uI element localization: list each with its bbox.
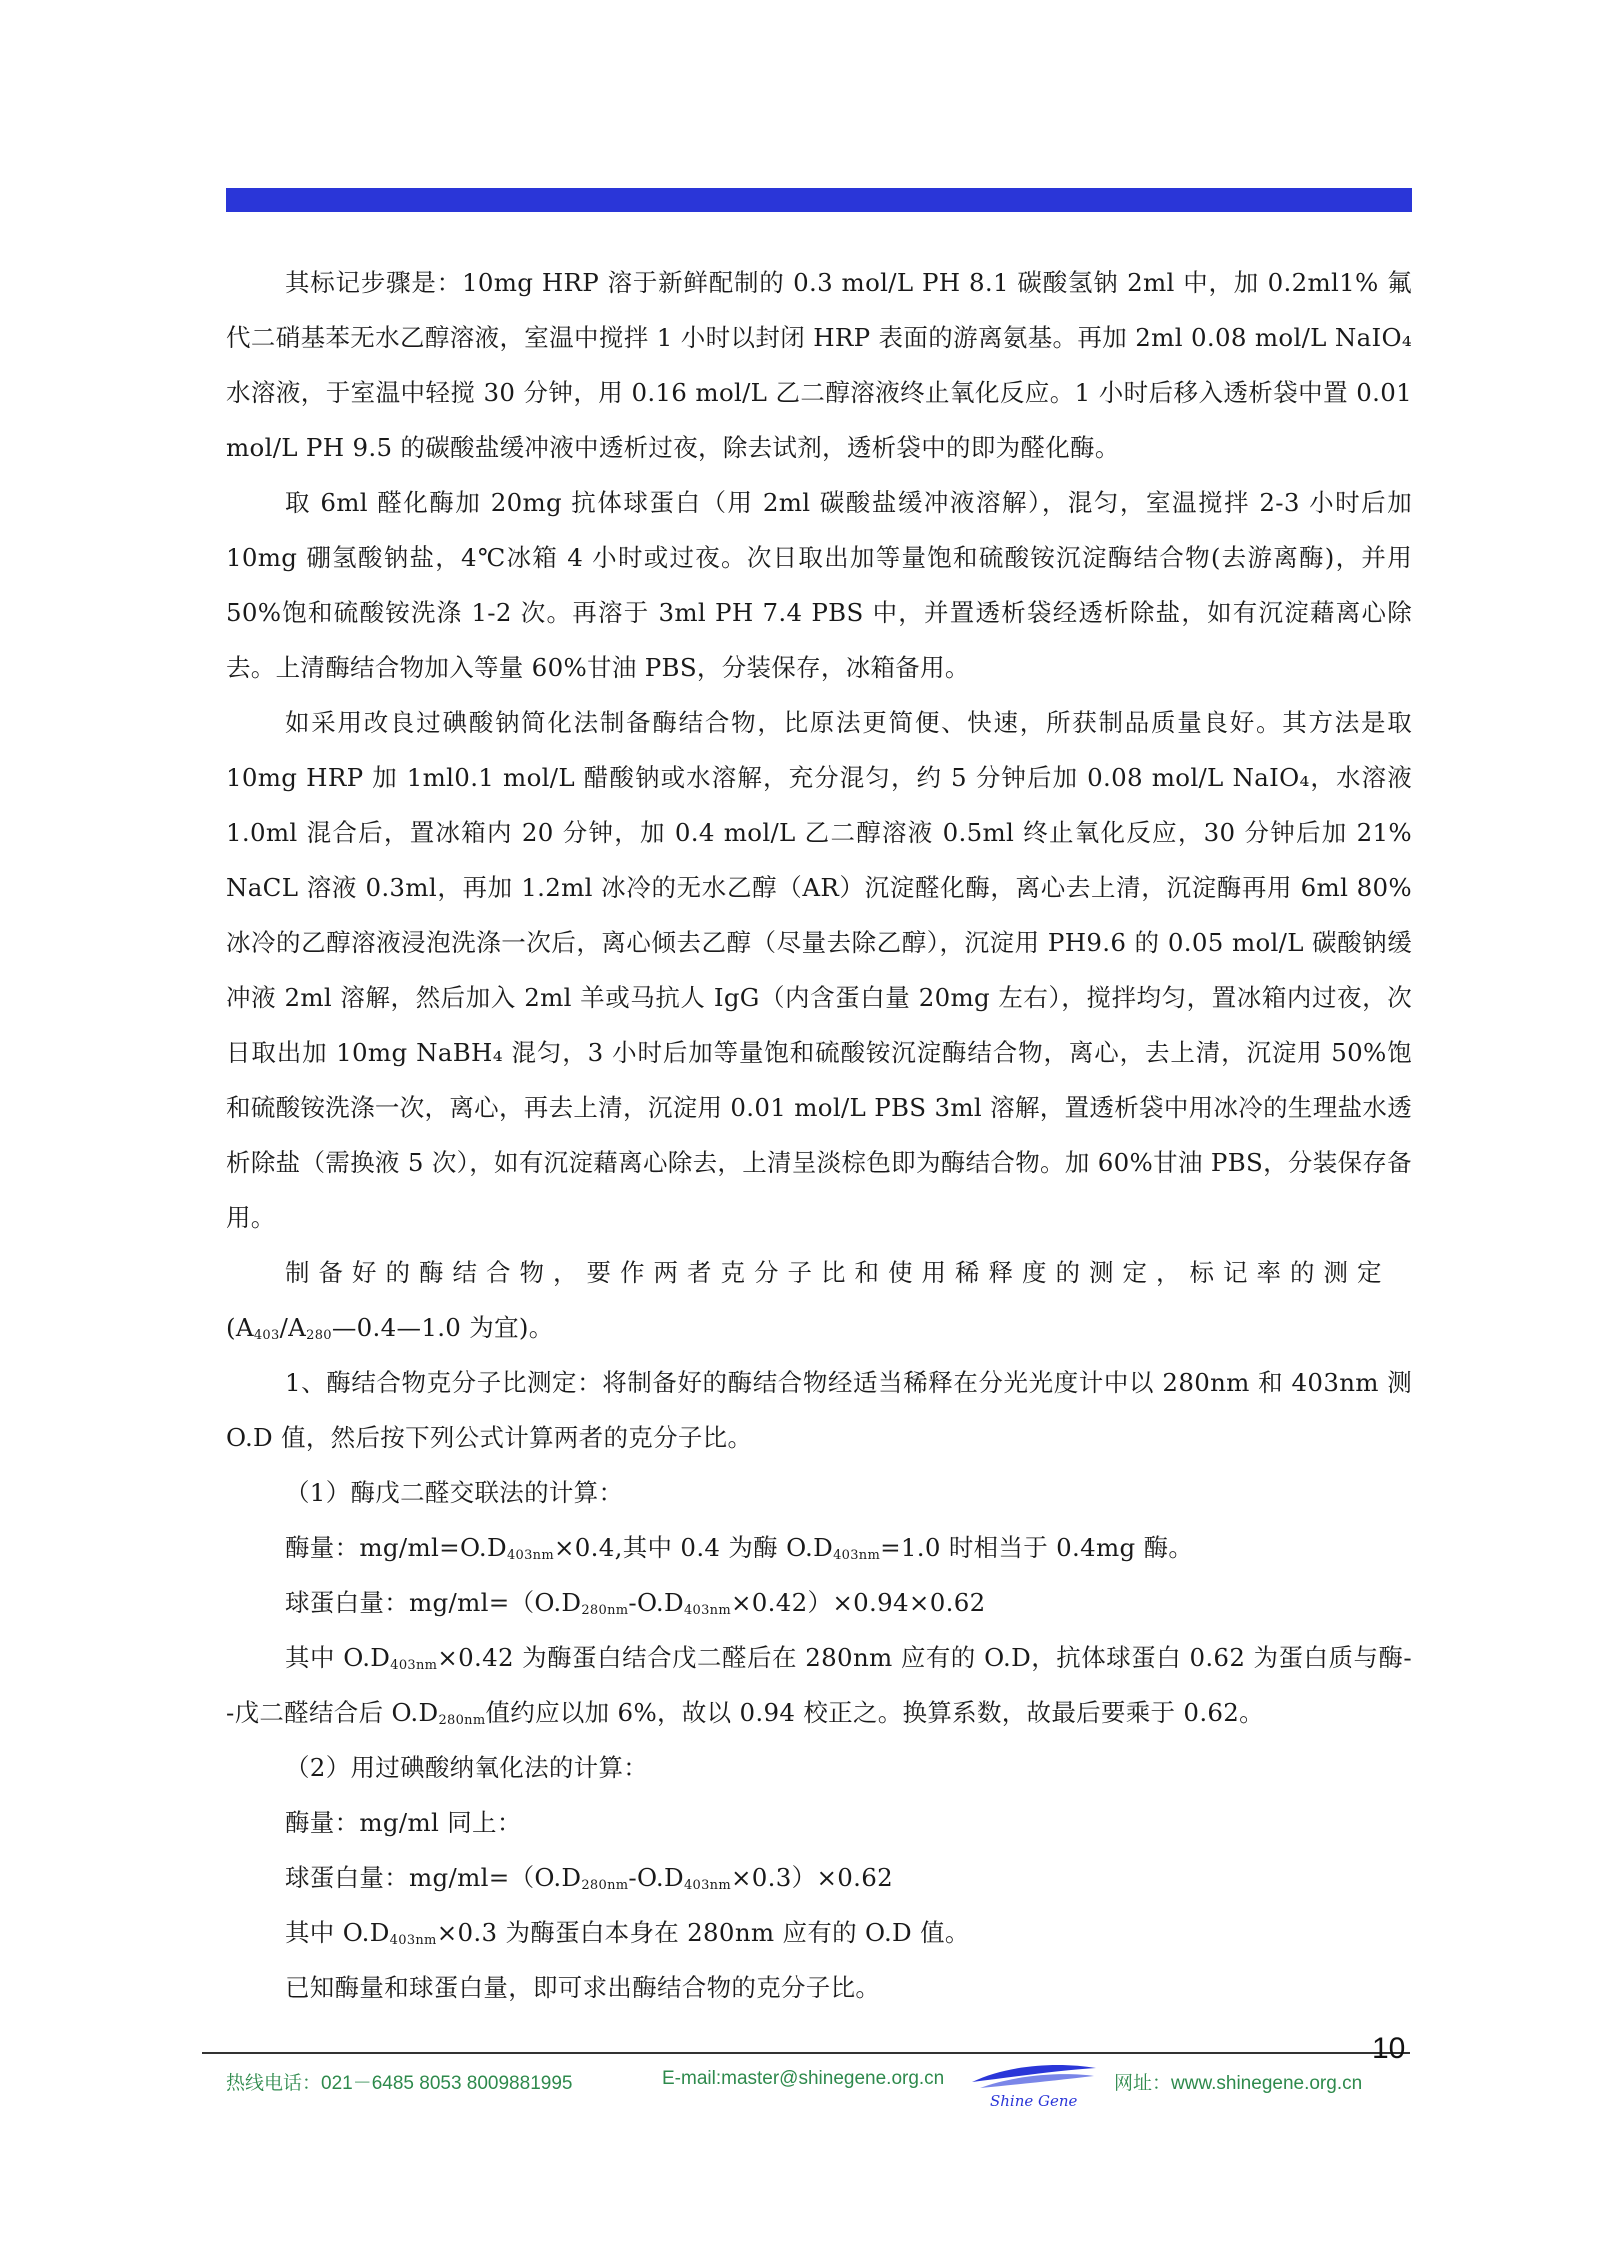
- method2-enzyme-formula: 酶量：mg/ml 同上：: [285, 1808, 522, 1837]
- paragraph-ratio-intro: [226, 1245, 1412, 1355]
- shinegene-logo-icon: [970, 2058, 1098, 2114]
- footer-divider: [202, 2052, 1410, 2054]
- footer-email[interactable]: E-mail:master@shinegene.org.cn: [662, 2068, 945, 2089]
- footer: [226, 2068, 1412, 2108]
- page-number: 10: [1372, 2032, 1406, 2065]
- header-bar: [226, 188, 1412, 212]
- method2-globulin-formula: 球蛋白量：$mg/ml=(O.D_{280nm}-O.D_{403nm}\times 0.3)\times 0.62$: [285, 1863, 894, 1893]
- method2-title: （2）用过碘酸纳氧化法的计算：: [285, 1753, 649, 1782]
- paragraph-conjugation: 取 6ml 醛化酶加 20mg 抗体球蛋白（用 2ml 碳酸盐缓冲液溶解），混匀，室温搅拌 2-3 小时后加 10mg 硼氢酸钠盐，4℃冰箱 4 小时或过夜。次日取出加等量饱和硫酸铵沉淀酶结合物(去游离酶)，并用 50%饱和硫酸铵洗涤 1-2 次。再溶于 3ml PH 7.4 PBS 中，并置透析袋经透析除盐，如有沉淀藉离心除去。上清酶结合物加入等量 60%甘油 PBS，分装保存，冰箱备用。: [226, 488, 1412, 682]
- paragraph-improved-method: 如采用改良过碘酸钠简化法制备酶结合物，比原法更简便、快速，所获制品质量良好。其方法是取 10mg HRP 加 1ml0.1 mol/L 醋酸钠或水溶解，充分混匀，约 5 分钟后加 0.08 mol/L NaIO₄，水溶液 1.0ml 混合后，置冰箱内 20 分钟，加 0.4 mol/L 乙二醇溶液 0.5ml 终止氧化反应，30 分钟后加 21% NaCL 溶液 0.3ml，再加 1.2ml 冰冷的无水乙醇（AR）沉淀醛化酶，离心去上清，沉淀酶再用 6ml 80%冰冷的乙醇溶液浸泡洗涤一次后，离心倾去乙醇（尽量去除乙醇），沉淀用 PH9.6 的 0.05 mol/L 碳酸钠缓冲液 2ml 溶解，然后加入 2ml 羊或马抗人 IgG（内含蛋白量 20mg 左右），搅拌均匀，置冰箱内过夜，次日取出加 10mg NaBH₄ 混匀，3 小时后加等量饱和硫酸铵沉淀酶结合物，离心，去上清，沉淀用 50%饱和硫酸铵洗涤一次，离心，再去上清，沉淀用 0.01 mol/L PBS 3ml 溶解，置透析袋中用冰冷的生理盐水透析除盐（需换液 5 次），如有沉淀藉离心除去，上清呈淡棕色即为酶结合物。加 60%甘油 PBS，分装保存备用。: [226, 708, 1412, 1232]
- method1-title: （1）酶戊二醛交联法的计算：: [285, 1478, 624, 1507]
- method1-note: 其中 $O.D_{403nm}\times 0.42$ 为酶蛋白结合戊二醛后在 280nm 应有的 O.D，抗体球蛋白 0.62 为蛋白质与酶--戊二醛结合后 $O.D_{280nm}$值约应以加 6%，故以 0.94 校正之。换算系数，故最后要乘于 0.62。: [226, 1643, 1412, 1728]
- method2-note: 其中 $O.D_{403nm}\times 0.3$ 为酶蛋白本身在 280nm 应有的 O.D 值。: [285, 1918, 970, 1948]
- footer-website[interactable]: 网址：www.shinegene.org.cn: [1114, 2073, 1363, 2094]
- paragraph-labeling-steps: 其标记步骤是：10mg HRP 溶于新鲜配制的 0.3 mol/L PH 8.1 碳酸氢钠 2ml 中，加 0.2ml1% 氟代二硝基苯无水乙醇溶液，室温中搅拌 1 小时以封闭 HRP 表面的游离氨基。再加 2ml 0.08 mol/L NaIO₄水溶液，于室温中轻搅 30 分钟，用 0.16 mol/L 乙二醇溶液终止氧化反应。1 小时后移入透析袋中置 0.01 mol/L PH 9.5 的碳酸盐缓冲液中透析过夜，除去试剂，透析袋中的即为醛化酶。: [226, 268, 1412, 462]
- method1-globulin-formula: 球蛋白量：$mg/ml=(O.D_{280nm}-O.D_{403nm}\times 0.42)\times 0.94\times 0.62$: [285, 1588, 986, 1618]
- method1-enzyme-formula: 酶量：$mg/ml=O.D_{403nm}\times 0.4$,其中 0.4 为酶 $O.D_{403nm}=1.0$ 时相当于 0.4mg 酶。: [285, 1533, 1194, 1563]
- section-molar-ratio: 1、酶结合物克分子比测定：将制备好的酶结合物经适当稀释在分光光度计中以 280nm 和 403nm 测 O.D 值，然后按下列公式计算两者的克分子比。: [226, 1368, 1412, 1452]
- conclusion: 已知酶量和球蛋白量，即可求出酶结合物的克分子比。: [285, 1973, 881, 2002]
- ratio-range: ($A_{403}/A_{280}—0.4—1.0$ 为宜)。: [226, 1313, 554, 1343]
- document-body: [226, 255, 1412, 2015]
- svg-text:Shine Gene: Shine Gene: [990, 2092, 1078, 2110]
- footer-phone: 热线电话：021－6485 8053 8009881995: [226, 2073, 573, 2094]
- ratio-intro-text: 制备好的酶结合物，要作两者克分子比和使用稀释度的测定，标记率的测定: [285, 1258, 1391, 1287]
